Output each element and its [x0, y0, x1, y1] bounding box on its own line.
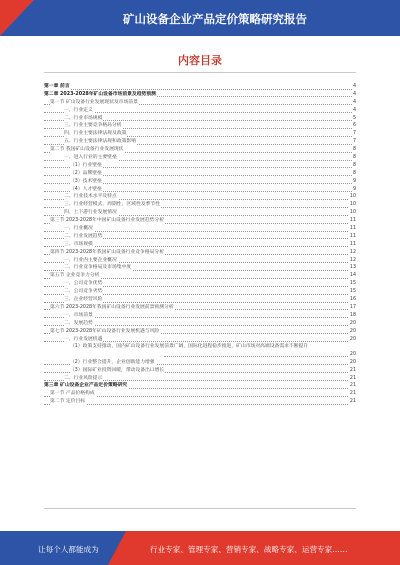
report-title: 矿山设备企业产品定价策略研究报告 [123, 12, 307, 26]
toc-entry-page: 8 [352, 162, 356, 168]
toc-entry[interactable] [44, 233, 356, 241]
toc-entry[interactable] [44, 304, 356, 312]
toc-entry[interactable] [44, 170, 356, 178]
toc-entry[interactable] [44, 343, 356, 358]
toc-entry-title: 第三节 2023-2028年中国矿山设备行业发展趋势分析 [50, 218, 165, 224]
toc-entry-page: 16 [349, 297, 356, 303]
toc-entry[interactable] [44, 312, 356, 320]
toc-entry-page: 8 [352, 147, 356, 153]
toc-entry-page: 10 [349, 202, 356, 208]
toc-entry-page: 18 [349, 312, 356, 318]
page-footer [0, 531, 400, 565]
toc-entry-title: 第六节 2023-2028年我国矿山设备行业发展前景预测分析 [50, 304, 174, 310]
toc-leader-dots [44, 89, 356, 90]
toc-entry-page: 7 [352, 139, 356, 145]
toc-entry-title: 二、发展趋势 [64, 320, 93, 326]
header-corner-accent [0, 0, 34, 36]
toc-entry-title: 二、行业市场规模 [64, 115, 103, 121]
toc-entry-title: 第一节 矿山设备行业发展现状及市场前景 [50, 99, 138, 105]
toc-entry-page: 20 [349, 359, 356, 365]
toc-entry-page: 11 [349, 233, 356, 239]
toc-entry[interactable] [44, 209, 356, 217]
toc-entry[interactable] [44, 122, 356, 130]
toc-entry-page: 20 [349, 328, 356, 334]
toc-entry[interactable] [44, 390, 356, 398]
toc-entry[interactable] [44, 99, 356, 107]
toc-entry-page: 20 [349, 351, 356, 357]
page-header [0, 0, 400, 36]
toc-entry-title: 一、市场前景 [64, 312, 93, 318]
toc-entry-title: 二、行业技术水平及特点 [64, 194, 117, 200]
toc-entry-page: 11 [349, 226, 356, 232]
toc-entry[interactable] [44, 162, 356, 170]
toc-entry-page: 17 [349, 304, 356, 310]
toc-entry-page: 9 [352, 178, 356, 184]
toc-entry-title: 第一章 前言 [44, 84, 70, 89]
toc-entry-title: （4）人才壁垒 [70, 186, 102, 192]
toc-entry[interactable] [44, 375, 356, 383]
toc-entry-title: 一、行业发展机遇 [64, 336, 103, 342]
toc-leader-dots [44, 404, 356, 405]
toc-entry-title: 第二节 定价目标 [50, 399, 86, 405]
toc-entry[interactable] [44, 398, 356, 406]
toc-entry-title: 二、公司竞争劣势 [64, 289, 103, 295]
toc-entry-page: 11 [349, 218, 356, 224]
toc-entry[interactable] [44, 367, 356, 375]
toc-entry-page: 7 [352, 131, 356, 137]
toc-entry[interactable] [44, 91, 356, 99]
toc-bottom-rule [44, 508, 356, 509]
toc-entry-page: 5 [352, 115, 356, 121]
toc-entry-title: 第四节 2023-2028年我国矿山设备行业竞争格局分析 [50, 249, 165, 255]
toc-entry[interactable] [44, 336, 356, 344]
toc-entry[interactable] [44, 225, 356, 233]
toc-entry[interactable] [44, 186, 356, 194]
toc-entry[interactable] [44, 320, 356, 328]
toc-entry[interactable] [44, 146, 356, 154]
toc-entry[interactable] [44, 382, 356, 390]
toc-entry-page: 12 [349, 257, 356, 263]
toc-entry-title: 四、行业主要法律法规及政策 [64, 131, 127, 137]
toc-entry[interactable] [44, 217, 356, 225]
toc-entry-title: 第一节 产品价格构成 [50, 391, 95, 397]
toc-entry-title: 一、公司竞争优势 [64, 281, 103, 287]
toc-entry-title: （1）行业壁垒 [70, 162, 102, 168]
toc-leader-dots [164, 356, 356, 357]
toc-entry-page: 4 [352, 107, 356, 113]
toc-entry-page: 8 [352, 170, 356, 176]
toc-entry-title: 三、行业主要竞争格局分析 [64, 123, 122, 129]
toc-entry-title: （3）技术壁垒 [70, 178, 102, 184]
toc-entry[interactable] [44, 272, 356, 280]
toc-entry[interactable] [44, 280, 356, 288]
toc-entry-page: 4 [352, 99, 356, 105]
toc-entry-title: （2）行业整合提升，企业创新能力增强 [70, 359, 155, 365]
toc-entry-page: 11 [349, 241, 356, 247]
toc-entry[interactable] [44, 296, 356, 304]
toc-entry[interactable] [44, 115, 356, 123]
toc-entry-page: 15 [349, 281, 356, 287]
toc-entry-page: 12 [349, 249, 356, 255]
toc-entry[interactable] [44, 288, 356, 296]
toc-entry-title: 三、企业经营风险 [64, 297, 103, 303]
toc-entry-page: 4 [352, 84, 356, 89]
toc-entry-title: 二、行业风险提示 [64, 375, 103, 381]
toc-entry[interactable] [44, 359, 356, 367]
toc-entry-title: 第二节 我国矿山设备行业发展现状 [50, 147, 124, 153]
toc-entry-title: 第五节 企业竞争力分析 [50, 273, 100, 279]
toc-entry[interactable] [44, 257, 356, 265]
toc-entry[interactable] [44, 264, 356, 272]
toc-entry-title: 第三章 矿山设备企业产品定价策略研究 [44, 383, 128, 389]
toc-heading: 内容目录 [178, 54, 222, 67]
toc-entry-title: 三、市场规模 [64, 241, 93, 247]
toc-entry[interactable] [44, 83, 356, 91]
toc-entry[interactable] [44, 193, 356, 201]
toc-entry-title: 四、上下游行业发展情况 [64, 210, 117, 216]
toc-entry-title: 第二章 2023-2028年矿山设备市场前景及趋势预测 [44, 91, 156, 97]
footer-slogan: 让每个人都能成为 [38, 545, 99, 554]
toc-entry-page: 15 [349, 289, 356, 295]
toc-entry[interactable] [44, 249, 356, 257]
toc-entry-title: （1）政策支持推动，国内矿山设备行业发展前景广阔，国际化进程稳步推进，矿山市场对高端设备需求不断提升 [70, 343, 356, 351]
toc-entry[interactable] [44, 130, 356, 138]
toc-entry-page: 20 [349, 320, 356, 326]
table-of-contents [44, 83, 356, 406]
toc-entry-page: 21 [349, 399, 356, 405]
toc-entry-title: 第七节 2023-2028年矿山设备行业发展机遇与风险 [50, 328, 160, 334]
toc-entry-title: （2）品牌壁垒 [70, 170, 102, 176]
toc-entry-page: 4 [352, 91, 356, 97]
toc-entry-page: 13 [349, 265, 356, 271]
toc-entry-page: 6 [352, 123, 356, 129]
toc-entry-page: 20 [349, 336, 356, 342]
toc-entry[interactable] [44, 178, 356, 186]
toc-entry-page: 14 [349, 273, 356, 279]
toc-entry-title: 二、行业发展趋势 [64, 233, 103, 239]
toc-entry[interactable] [44, 107, 356, 115]
toc-entry-title: 一、进入行业的主要壁垒 [64, 155, 117, 161]
toc-entry-title: 二、行业竞争格局及市场集中度 [64, 265, 132, 271]
toc-entry-page: 21 [349, 367, 356, 373]
toc-entry[interactable] [44, 328, 356, 336]
toc-entry[interactable] [44, 201, 356, 209]
toc-entry[interactable] [44, 138, 356, 146]
toc-entry-title: （3）国际矿业投资回暖，带动设备出口增长 [70, 367, 165, 373]
toc-top-rule [44, 72, 356, 73]
toc-entry-page: 21 [349, 391, 356, 397]
toc-entry-title: 三、行业经营模式、周期性、区域性及季节性 [64, 202, 160, 208]
toc-entry-title: 一、行业定义 [64, 107, 93, 113]
toc-entry-title: 五、行业主要法律法规和政策影响 [64, 139, 136, 145]
toc-entry-page: 10 [349, 194, 356, 200]
toc-entry-title: 一、行业内主要企业概况 [64, 257, 117, 263]
toc-entry[interactable] [44, 241, 356, 249]
toc-entry-page: 21 [349, 383, 356, 389]
toc-entry-page: 10 [349, 210, 356, 216]
toc-entry-page: 8 [352, 155, 356, 161]
footer-roles: 行业专家、管理专家、营销专家、战略专家、运营专家…… [150, 545, 348, 554]
toc-entry[interactable] [44, 154, 356, 162]
toc-entry-page: 9 [352, 186, 356, 192]
toc-entry-page: 21 [349, 375, 356, 381]
toc-entry-title: 一、行业概况 [64, 226, 93, 232]
